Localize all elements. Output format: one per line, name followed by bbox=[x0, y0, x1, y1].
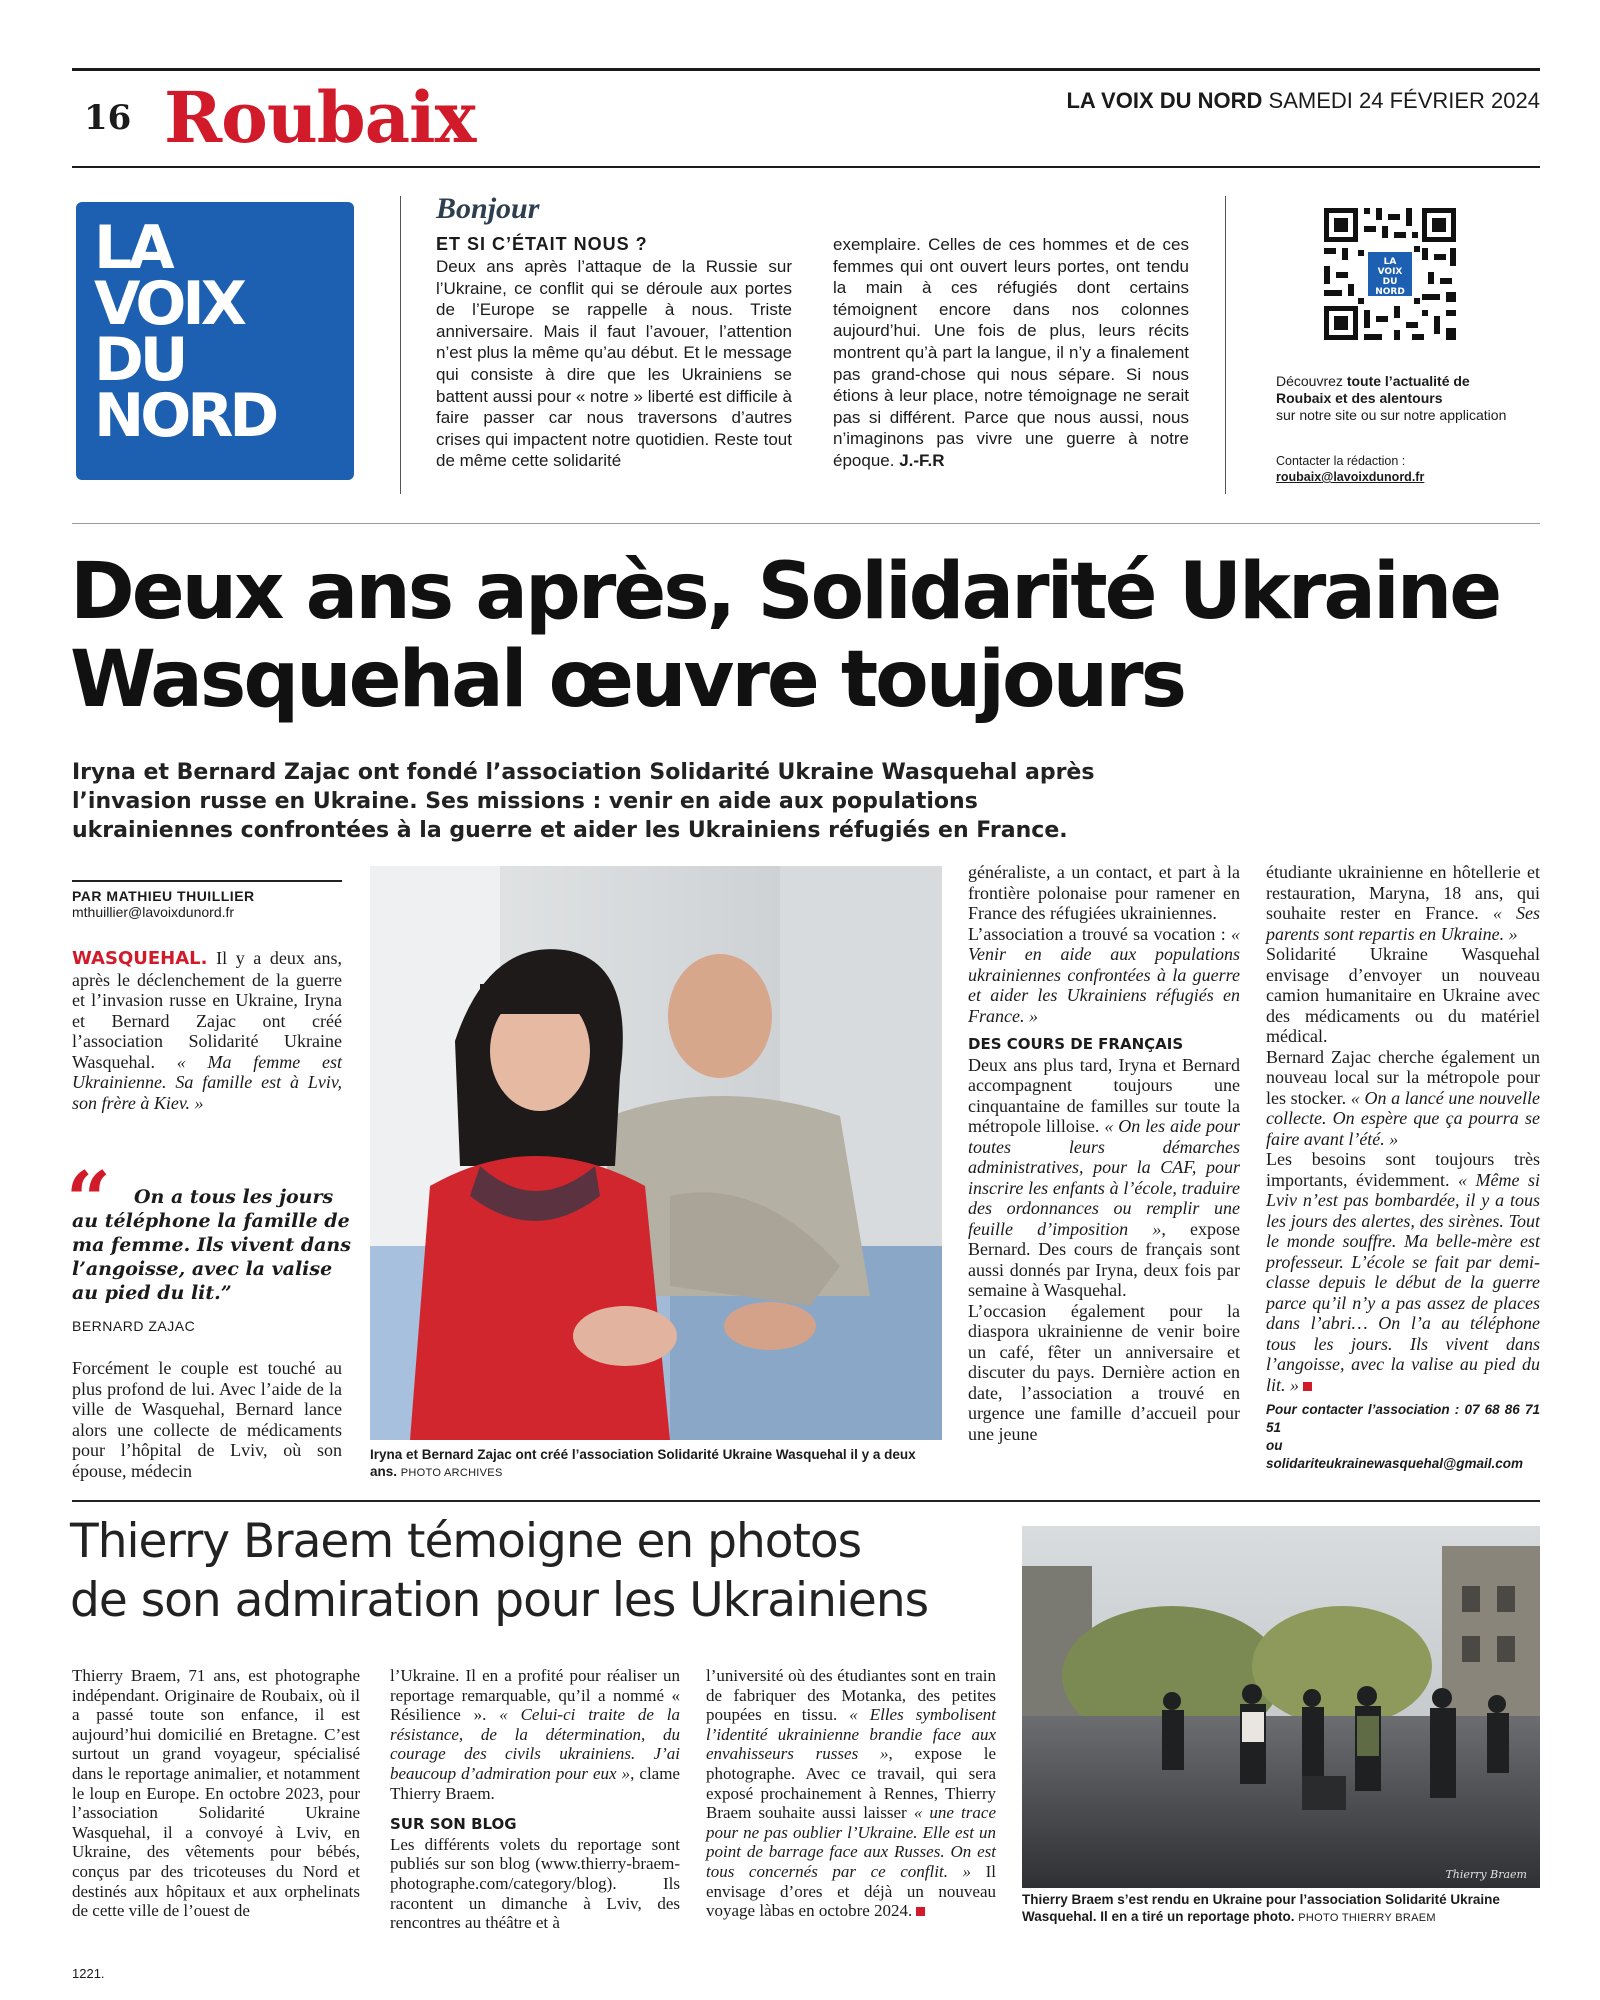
headline-line: Wasquehal œuvre toujours bbox=[70, 635, 1185, 725]
editorial-column-1: Deux ans après l’attaque de la Russie sur l’Ukraine, ce conflit qui se déroule aux portes de l’Europe se rappelle à nous. Triste anniversaire. Mais il faut l’avouer, l’attention n’est plus la même qu’au début. Et le message qui consiste à dire que les Ukrainiens se battent aussi pour « notre » liberté est difficile à faire passer car nous traversons d’autres crises qui impactent notre quotidien. Reste tout de même cette solidarité bbox=[436, 257, 792, 471]
quote-inline: « Même si Lviv n’est pas bombardée, il y a tous les jours des alertes, des sirènes. Tout le monde souffre. Ma belle-mère est professeur. L’école se fait par demi-classe depuis le début de la guerre parce qu’il n’y a pas assez de places dans l’abri… On l’a au téléphone tous les jours. Ils vivent dans l’angoisse, avec la valise au pied du lit. » bbox=[1266, 1169, 1541, 1395]
paragraph: Forcément le couple est touché au plus profond de lui. Avec l’aide de la ville de Wasquehal, Bernard lance alors une collecte de médicaments pour l’hôpital de Lviv, où son épouse, médecin bbox=[72, 1358, 342, 1481]
end-square-icon bbox=[916, 1907, 925, 1916]
newsroom-contact bbox=[1276, 453, 1516, 485]
paragraph: Solidarité Ukraine Wasquehal envisage d’envoyer un nouveau camion humanitaire en Ukraine avec des médicaments ou du matériel médical. bbox=[1266, 944, 1540, 1046]
qr-logo-text: VOIX bbox=[1377, 267, 1403, 277]
paragraph bbox=[1266, 862, 1540, 944]
article-column-1 bbox=[72, 948, 342, 1113]
contact-label: Contacter la rédaction : bbox=[1276, 454, 1406, 468]
logo-line: LA bbox=[94, 213, 171, 283]
byline-author: PAR MATHIEU THUILLIER bbox=[72, 888, 255, 904]
paragraph bbox=[968, 924, 1240, 1027]
masthead bbox=[1066, 88, 1540, 114]
text: étudiante ukrainienne en hôtellerie et restauration, Maryna, 18 ans, qui souhaite rester en France. bbox=[1266, 862, 1540, 923]
text: , expose Bernard. Des cours de français sont aussi donnés par Iryna, deux fois par semaine à Wasquehal. bbox=[968, 1218, 1241, 1300]
caption-text: Iryna et Bernard Zajac ont créé l’association Solidarité Ukraine Wasquehal il y a deux ans. bbox=[370, 1447, 916, 1479]
column-divider bbox=[400, 196, 401, 494]
paragraph: Les différents volets du reportage sont publiés sur son blog (www.thierry-braem-photographe.com/category/blog). Ils racontent un dimanche à Lviv, des rencontres au théâtre et à bbox=[390, 1834, 680, 1933]
quote-inline: « On a lancé une nouvelle collecte. On espère que ça pourra se faire avant l’été. » bbox=[1266, 1087, 1541, 1149]
section-title: Roubaix bbox=[164, 76, 476, 159]
qr-logo-text: DU bbox=[1382, 277, 1398, 287]
paragraph bbox=[1266, 1149, 1540, 1395]
quote-inline: « une trace pour ne pas oublier l’Ukraine. Elle est un point de barrage face aux Russes. On est tous concernés par ce conflit. » bbox=[706, 1803, 996, 1881]
photo-credit: PHOTO ARCHIVES bbox=[400, 1467, 503, 1479]
paragraph: L’occasion également pour la diaspora ukrainienne de venir boire un café, fêter un anniversaire et discuter du pays. Dernière action en date, l’association a trouvé en urgence une famille d’accueil pour une jeune bbox=[968, 1300, 1240, 1444]
article2-column-2 bbox=[390, 1666, 680, 1933]
brand-logo bbox=[76, 202, 354, 480]
logo-line: NORD bbox=[94, 381, 276, 451]
byline bbox=[72, 880, 342, 920]
quote-inline: « Venir en aide aux populations ukrainiennes confrontées à la guerre et aider les Ukrainiens réfugiés en France. » bbox=[968, 923, 1240, 1026]
headline-line: de son admiration pour les Ukrainiens bbox=[70, 1573, 929, 1628]
qr-promo-text bbox=[1276, 373, 1516, 424]
quote-inline: « Elles symbolisent l’identité ukrainienne brandie face aux envahisseurs russes » bbox=[706, 1705, 996, 1764]
association-contact bbox=[1266, 1401, 1540, 1473]
paragraph: Il y a deux ans, après le déclenchement de la guerre et l’invasion russe en Ukraine, Iryna et Bernard Zajac ont créé l’association Solidarité Ukraine Wasquehal. bbox=[72, 948, 342, 1072]
header-top-rule bbox=[72, 68, 1540, 71]
photo-caption bbox=[370, 1446, 942, 1482]
header-bottom-rule bbox=[72, 166, 1540, 168]
masthead-date: SAMEDI 24 FÉVRIER 2024 bbox=[1268, 88, 1540, 113]
photo-credit: PHOTO THIERRY BRAEM bbox=[1298, 1912, 1436, 1924]
article2-photo[interactable] bbox=[1022, 1526, 1540, 1888]
photo-caption bbox=[1022, 1891, 1540, 1927]
paragraph bbox=[968, 1055, 1240, 1301]
article2-column-3 bbox=[706, 1666, 996, 1921]
article-column-3 bbox=[968, 862, 1240, 1444]
logo-line: DU bbox=[94, 325, 185, 395]
qr-promo-tail: sur notre site ou sur notre application bbox=[1276, 407, 1507, 423]
text: , clame Thierry Braem. bbox=[390, 1763, 680, 1803]
editorial-text: exemplaire. Celles de ces hommes et de ces femmes qui ont ouvert leurs portes, ont tendu la main à ces réfugiés dont certains témoignent encore dans nos colonnes aujourd’hui. Une fois de plus, leurs récits montrent qu’à part la langue, il n’y a finalement pas grand-chose qui nous sépare. Si nous étions à leur place, notre témoignage ne serait pas si différent. Parce que nous aussi, nous n’imaginons pas vivre une guerre à notre époque. bbox=[833, 235, 1189, 470]
text: l’Ukraine. Il en a profité pour réaliser un reportage remarquable, qu’il a nommé « Résilience ». bbox=[390, 1666, 680, 1725]
dateline: WASQUEHAL. bbox=[72, 948, 208, 969]
editorial-heading: ET SI C’ÉTAIT NOUS ? bbox=[436, 234, 648, 254]
editorial-title: Bonjour bbox=[436, 192, 540, 225]
text: l’université où des étudiantes sont en train de fabriquer des Motanka, des petites poupées en tissu. bbox=[706, 1666, 996, 1725]
qr-code-icon[interactable] bbox=[1322, 206, 1458, 342]
subheading: DES COURS DE FRANÇAIS bbox=[968, 1035, 1184, 1053]
headline-line: Thierry Braem témoigne en photos bbox=[70, 1514, 862, 1569]
end-square-icon bbox=[1303, 1382, 1312, 1391]
editorial-column-2 bbox=[833, 234, 1189, 472]
text: Les besoins sont toujours très importants, évidemment. bbox=[1266, 1149, 1540, 1190]
quote-inline: « On les aide pour toutes leurs démarches administratives, pour la CAF, pour inscrire les enfants à l’école, traduire des ordonnances ou remplir une feuille d’imposition » bbox=[968, 1116, 1240, 1239]
text: Bernard Zajac cherche également un nouveau local sur la métropole pour les stocker. bbox=[1266, 1046, 1540, 1108]
page-number: 16 bbox=[84, 98, 132, 138]
editorial-signature: J.-F.R bbox=[899, 450, 945, 470]
headline-line: Deux ans après, Solidarité Ukraine bbox=[70, 547, 1500, 637]
pull-quote: On a tous les jours au téléphone la famille de ma femme. Ils vivent dans l’angoisse, avec la valise au pied du lit.” bbox=[72, 1186, 351, 1304]
contact-phone: Pour contacter l’association : 07 68 86 71 51 bbox=[1266, 1402, 1540, 1435]
quote-inline: « Ma femme est Ukrainienne. Sa famille est à Lviv, son frère à Kiev. » bbox=[72, 1051, 342, 1113]
text: Il envisage d’ores et déjà un nouveau voyage làbas en octobre 2024. bbox=[706, 1861, 996, 1921]
photo-watermark: Thierry Braem bbox=[1445, 1868, 1527, 1881]
article-photo[interactable] bbox=[370, 866, 942, 1440]
article-headline-2 bbox=[70, 1512, 1010, 1630]
section-divider bbox=[72, 1500, 1540, 1502]
logo-line: VOIX bbox=[94, 269, 243, 339]
quote-inline: « Ses parents sont repartis en Ukraine. » bbox=[1266, 903, 1541, 944]
qr-logo-text: LA bbox=[1383, 257, 1397, 267]
contact-email[interactable]: ou solidariteukrainewasquehal@gmail.com bbox=[1266, 1438, 1523, 1471]
quote-mark-icon: “ bbox=[66, 1155, 111, 1246]
paragraph: généraliste, a un contact, et part à la frontière polonaise pour ramener en France des réfugiées ukrainiennes. bbox=[968, 862, 1240, 923]
quote-inline: « Celui-ci traite de la résistance, de la détermination, du courage des civils ukrainiens. J’ai beaucoup d’admiration pour eux » bbox=[390, 1705, 680, 1783]
paragraph bbox=[1266, 1047, 1540, 1150]
byline-email[interactable]: mthuillier@lavoixdunord.fr bbox=[72, 904, 235, 920]
article-headline bbox=[70, 548, 1530, 724]
qr-promo-bold: toute l’actualité de Roubaix et des alentours bbox=[1276, 373, 1470, 406]
caption-text: Thierry Braem s’est rendu en Ukraine pour l’association Solidarité Ukraine Wasquehal. Il en a tiré un reportage photo. bbox=[1022, 1892, 1500, 1924]
qr-promo-lead: Découvrez bbox=[1276, 373, 1347, 389]
text: , expose le photographe. Avec ce travail, qui sera exposé prochainement à Rennes, Thierry Braem souhaite aussi laisser bbox=[706, 1744, 996, 1823]
text: L’association a trouvé sa vocation : bbox=[968, 923, 1231, 944]
qr-logo-text: NORD bbox=[1375, 287, 1405, 297]
article-column-4 bbox=[1266, 862, 1540, 1473]
column-divider bbox=[1225, 196, 1226, 494]
section-divider bbox=[72, 523, 1540, 524]
masthead-brand: LA VOIX DU NORD bbox=[1066, 88, 1263, 113]
subheading: SUR SON BLOG bbox=[390, 1815, 517, 1834]
article-standfirst: Iryna et Bernard Zajac ont fondé l’association Solidarité Ukraine Wasquehal après l’invasion russe en Ukraine. Ses missions : venir en aide aux populations ukrainiennes confrontées à la guerre et aider les Ukrainiens réfugiés en France. bbox=[72, 760, 1095, 843]
contact-email-link[interactable]: roubaix@lavoixdunord.fr bbox=[1276, 470, 1425, 484]
page-code: 1221. bbox=[72, 1966, 105, 1981]
pull-quote-author: BERNARD ZAJAC bbox=[72, 1318, 196, 1334]
article2-column-1: Thierry Braem, 71 ans, est photographe indépendant. Originaire de Roubaix, où il a passé toute son enfance, il est aujourd’hui domicilié en Bretagne. C’est surtout un grand voyageur, spécialisé dans le reportage animalier, et notamment le loup en Europe. En octobre 2023, pour l’association Solidarité Ukraine Wasquehal, il a convoyé à Lviv, en Ukraine, des vêtements pour bébés, conçus par des tricoteuses du Nord et destinés aux hôpitaux et aux orphelinats de cette ville de l’ouest de bbox=[72, 1666, 360, 1921]
text: Deux ans plus tard, Iryna et Bernard accompagnent toujours une cinquantaine de familles sur toute la métropole lilloise. bbox=[968, 1054, 1240, 1136]
